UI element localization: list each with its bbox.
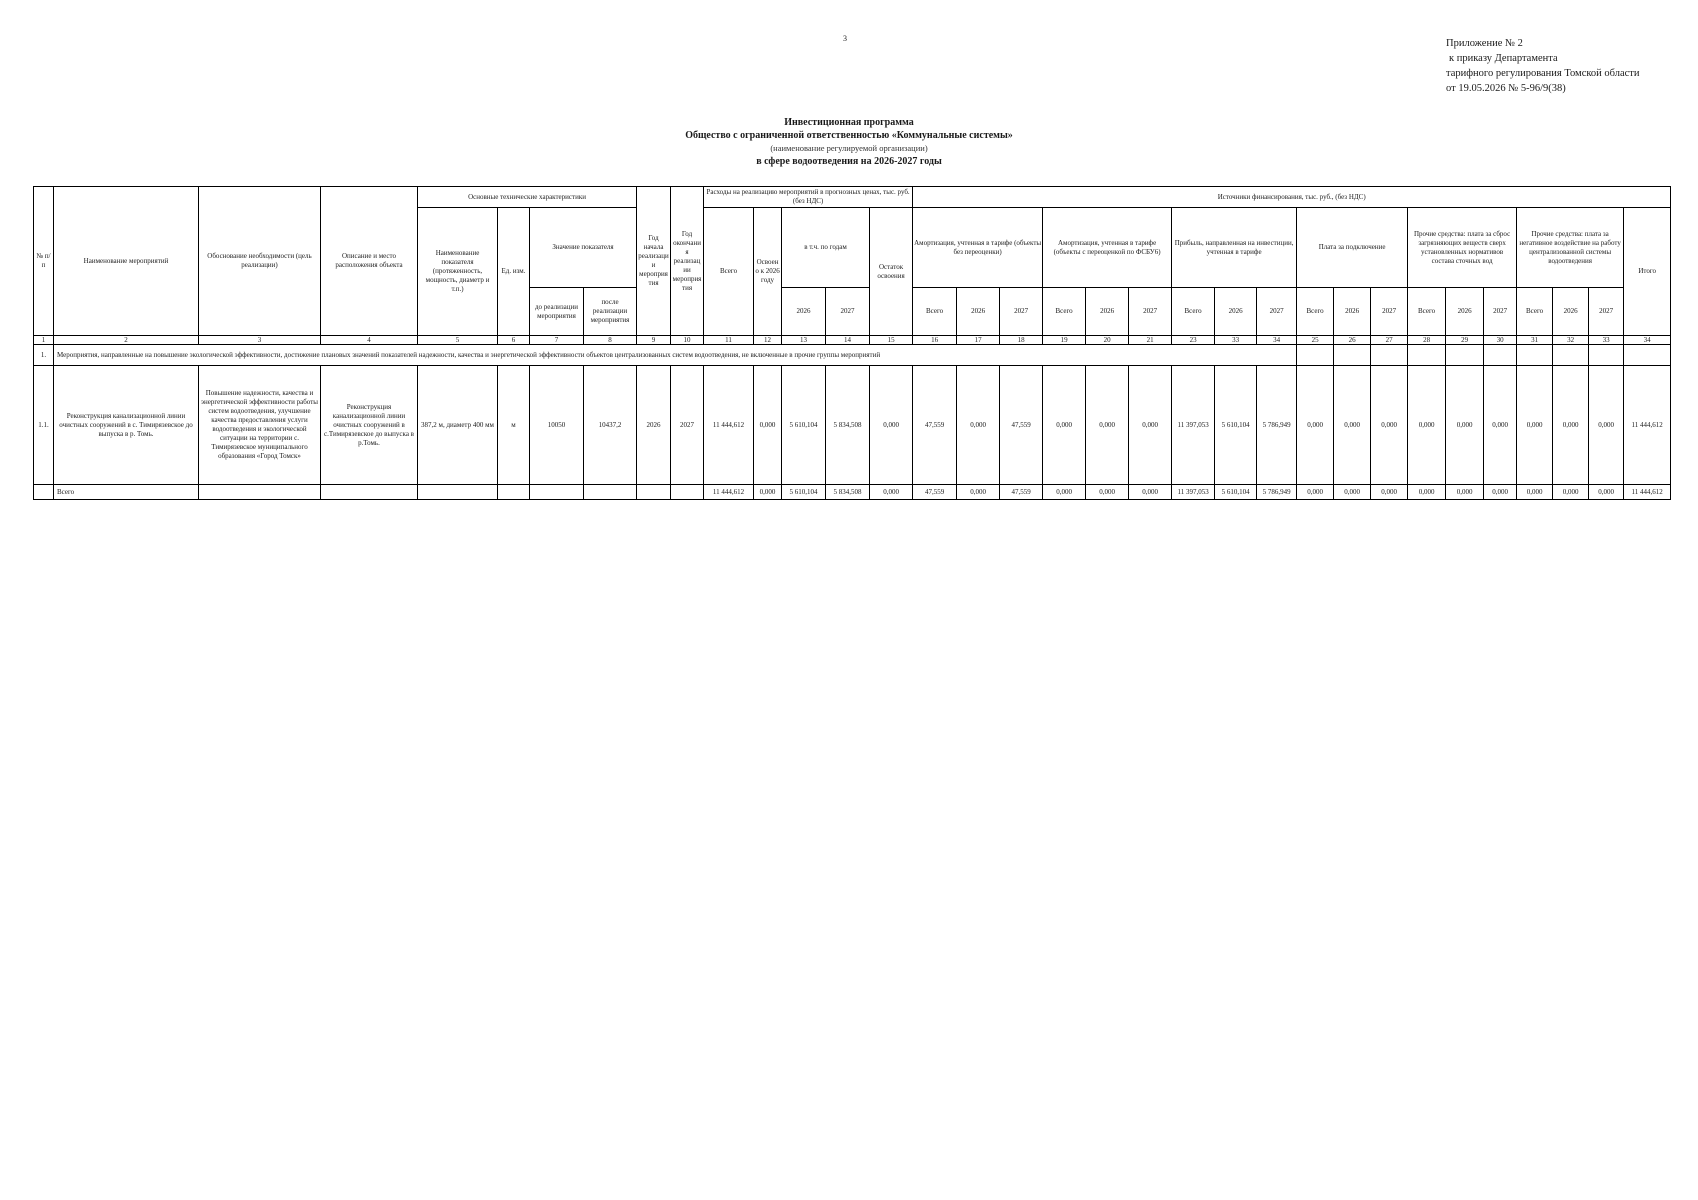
total-value: 0,000 xyxy=(1484,485,1517,500)
col-header-indicator-name: Наименование показателя (протяженность, мощность, диаметр и т.п.) xyxy=(418,208,498,336)
col-header-other1-total: Всего xyxy=(1408,288,1446,336)
section-number: 1. xyxy=(34,345,54,366)
column-number: 5 xyxy=(418,336,498,345)
col-header-amort2-2026: 2026 xyxy=(1086,288,1129,336)
row-value: 11 397,053 xyxy=(1172,366,1215,485)
col-header-amort2-2027: 2027 xyxy=(1129,288,1172,336)
col-header-fee-total: Всего xyxy=(1297,288,1334,336)
title-line-3: (наименование регулируемой организации) xyxy=(770,143,928,153)
empty-cell xyxy=(1446,345,1484,366)
row-unit: м xyxy=(498,366,530,485)
col-header-justification: Обоснование необходимости (цель реализации) xyxy=(199,187,321,336)
empty-cell xyxy=(530,485,584,500)
total-value: 0,000 xyxy=(1297,485,1334,500)
column-number: 9 xyxy=(637,336,671,345)
total-value: 0,000 xyxy=(1334,485,1371,500)
row-value: 0,000 xyxy=(1334,366,1371,485)
column-number: 16 xyxy=(913,336,957,345)
row-value: 0,000 xyxy=(957,366,1000,485)
total-value: 47,559 xyxy=(913,485,957,500)
column-number: 11 xyxy=(704,336,754,345)
column-number: 21 xyxy=(1129,336,1172,345)
appendix-line-4: от 19.05.2026 № 5-96/9(38) xyxy=(1446,83,1566,94)
total-value: 47,559 xyxy=(1000,485,1043,500)
column-number: 6 xyxy=(498,336,530,345)
col-header-fee-2026: 2026 xyxy=(1334,288,1371,336)
col-header-before: до реализации мероприятия xyxy=(530,288,584,336)
row-value: 0,000 xyxy=(1043,366,1086,485)
column-number: 8 xyxy=(584,336,637,345)
column-number: 28 xyxy=(1408,336,1446,345)
col-header-amort1-2026: 2026 xyxy=(957,288,1000,336)
row-value: 5 834,508 xyxy=(826,366,870,485)
row-value: 0,000 xyxy=(1408,366,1446,485)
col-header-amort1-total: Всего xyxy=(913,288,957,336)
total-value: 0,000 xyxy=(1446,485,1484,500)
column-number: 19 xyxy=(1043,336,1086,345)
col-header-2026: 2026 xyxy=(782,288,826,336)
col-header-other2-2027: 2027 xyxy=(1589,288,1624,336)
title-line-1: Инвестиционная программа xyxy=(784,117,914,128)
column-number: 2 xyxy=(54,336,199,345)
row-value: 5 610,104 xyxy=(782,366,826,485)
row-justification: Повышение надежности, качества и энергетической эффективности работы систем водоотведения, улучшение качества предоставления услуги водоотведения и экологической ситуации на территории с. Тимирязевское муниципального образования «Город Томск» xyxy=(199,366,321,485)
total-value: 11 444,612 xyxy=(704,485,754,500)
empty-cell xyxy=(1624,345,1671,366)
empty-cell xyxy=(1553,345,1589,366)
col-header-indicator-value: Значение показателя xyxy=(530,208,637,288)
row-value: 5 610,104 xyxy=(1215,366,1257,485)
table-row xyxy=(34,366,1671,485)
col-header-name: Наименование мероприятий xyxy=(54,187,199,336)
total-value: 0,000 xyxy=(754,485,782,500)
row-value: 0,000 xyxy=(1297,366,1334,485)
column-number: 15 xyxy=(870,336,913,345)
total-value: 0,000 xyxy=(1517,485,1553,500)
column-number: 10 xyxy=(671,336,704,345)
col-header-profit-2026: 2026 xyxy=(1215,288,1257,336)
column-number: 1 xyxy=(34,336,54,345)
empty-cell xyxy=(1589,345,1624,366)
total-row xyxy=(34,485,1671,500)
column-number: 7 xyxy=(530,336,584,345)
column-number: 34 xyxy=(1257,336,1297,345)
empty-cell xyxy=(637,485,671,500)
column-number: 17 xyxy=(957,336,1000,345)
empty-cell xyxy=(498,485,530,500)
total-value: 0,000 xyxy=(957,485,1000,500)
row-start-year: 2026 xyxy=(637,366,671,485)
column-number: 4 xyxy=(321,336,418,345)
row-after: 10437,2 xyxy=(584,366,637,485)
column-number: 20 xyxy=(1086,336,1129,345)
col-header-profit: Прибыль, направленная на инвестиции, учтенная в тарифе xyxy=(1172,208,1297,288)
col-header-after: после реализации мероприятия xyxy=(584,288,637,336)
col-header-amort2-total: Всего xyxy=(1043,288,1086,336)
total-value: 0,000 xyxy=(870,485,913,500)
total-value: 0,000 xyxy=(1043,485,1086,500)
col-header-description: Описание и место расположения объекта xyxy=(321,187,418,336)
col-header-num: № п/п xyxy=(34,187,54,336)
column-number: 18 xyxy=(1000,336,1043,345)
total-value: 11 444,612 xyxy=(1624,485,1671,500)
appendix-line-2: к приказу Департамента xyxy=(1449,53,1558,64)
row-value: 0,000 xyxy=(1553,366,1589,485)
row-value: 0,000 xyxy=(1086,366,1129,485)
column-number: 33 xyxy=(1215,336,1257,345)
row-value: 5 786,949 xyxy=(1257,366,1297,485)
empty-cell xyxy=(671,485,704,500)
empty-cell xyxy=(199,485,321,500)
total-label: Всего xyxy=(54,485,199,500)
column-number: 26 xyxy=(1334,336,1371,345)
title-line-2: Общество с ограниченной ответственностью «Коммунальные системы» xyxy=(685,130,1013,141)
row-value: 47,559 xyxy=(913,366,957,485)
row-name: Реконструкция канализационной линии очистных сооружений в с. Тимирязевское до выпуска в р. Томь. xyxy=(54,366,199,485)
col-header-profit-2027: 2027 xyxy=(1257,288,1297,336)
total-value: 0,000 xyxy=(1129,485,1172,500)
empty-cell xyxy=(584,485,637,500)
col-header-profit-total: Всего xyxy=(1172,288,1215,336)
empty-cell xyxy=(1517,345,1553,366)
row-value: 0,000 xyxy=(1517,366,1553,485)
col-header-end-year: Год окончания реализации мероприятия xyxy=(671,187,704,336)
col-header-balance: Остаток освоения xyxy=(870,208,913,336)
column-number: 33 xyxy=(1589,336,1624,345)
col-header-unit: Ед. изм. xyxy=(498,208,530,336)
empty-cell xyxy=(1297,345,1334,366)
document-title xyxy=(0,116,1698,168)
row-value: 0,000 xyxy=(1589,366,1624,485)
row-description: Реконструкция канализационной линии очистных сооружений в с.Тимирязевское до выпуска в р.Томь. xyxy=(321,366,418,485)
col-header-other2: Прочие средства: плата за негативное воздействие на работу централизованной системы водоотведения xyxy=(1517,208,1624,288)
col-header-other1: Прочие средства: плата за сброс загрязняющих веществ сверх установленных нормативов состава сточных вод xyxy=(1408,208,1517,288)
row-value: 0,000 xyxy=(1371,366,1408,485)
row-number: 1.1. xyxy=(34,366,54,485)
column-number: 14 xyxy=(826,336,870,345)
investment-table xyxy=(33,186,1671,500)
column-number: 29 xyxy=(1446,336,1484,345)
col-header-mastered: Освоено к 2026 году xyxy=(754,208,782,336)
col-header-start-year: Год начала реализации мероприятия xyxy=(637,187,671,336)
column-number: 23 xyxy=(1172,336,1215,345)
total-value: 11 397,053 xyxy=(1172,485,1215,500)
total-value: 5 610,104 xyxy=(782,485,826,500)
total-value: 5 786,949 xyxy=(1257,485,1297,500)
total-value: 5 834,508 xyxy=(826,485,870,500)
col-header-total: Всего xyxy=(704,208,754,336)
col-header-itogo: Итого xyxy=(1624,208,1671,336)
col-header-other1-2027: 2027 xyxy=(1484,288,1517,336)
appendix-line-1: Приложение № 2 xyxy=(1446,38,1523,49)
row-before: 10050 xyxy=(530,366,584,485)
row-value: 11 444,612 xyxy=(704,366,754,485)
column-number: 30 xyxy=(1484,336,1517,345)
row-value: 0,000 xyxy=(1446,366,1484,485)
col-header-other2-total: Всего xyxy=(1517,288,1553,336)
page-number: 3 xyxy=(843,34,847,43)
column-number: 34 xyxy=(1624,336,1671,345)
column-number: 12 xyxy=(754,336,782,345)
column-number: 13 xyxy=(782,336,826,345)
section-title: Мероприятия, направленные на повышение экологической эффективности, достижение плановых значений показателей надежности, качества и энергетической эффективности объектов централизованных систем водоотведения, не включенные в прочие группы мероприятий xyxy=(54,345,1297,366)
col-header-tech: Основные технические характеристики xyxy=(418,187,637,208)
row-end-year: 2027 xyxy=(671,366,704,485)
column-number: 31 xyxy=(1517,336,1553,345)
section-row xyxy=(34,345,1671,366)
col-header-fee-2027: 2027 xyxy=(1371,288,1408,336)
empty-cell xyxy=(1371,345,1408,366)
row-indicator-name: 387,2 м, диаметр 400 мм xyxy=(418,366,498,485)
row-value: 0,000 xyxy=(870,366,913,485)
column-number-row xyxy=(34,336,1671,345)
empty-cell xyxy=(34,485,54,500)
row-value: 0,000 xyxy=(1129,366,1172,485)
col-header-2027: 2027 xyxy=(826,288,870,336)
appendix-note xyxy=(1446,36,1640,96)
empty-cell xyxy=(1334,345,1371,366)
total-value: 0,000 xyxy=(1589,485,1624,500)
col-header-amort2: Амортизация, учтенная в тарифе (объекты с переоценкой по ФСБУ6) xyxy=(1043,208,1172,288)
col-header-amort1: Амортизация, учтенная в тарифе (объекты без переоценки) xyxy=(913,208,1043,288)
total-value: 0,000 xyxy=(1086,485,1129,500)
col-header-by-years: в т.ч. по годам xyxy=(782,208,870,288)
total-value: 0,000 xyxy=(1553,485,1589,500)
title-line-4: в сфере водоотведения на 2026-2027 годы xyxy=(756,156,942,167)
col-header-expenses: Расходы на реализацию мероприятий в прогнозных ценах, тыс. руб. (без НДС) xyxy=(704,187,913,208)
col-header-financing: Источники финансирования, тыс. руб., (без НДС) xyxy=(913,187,1671,208)
col-header-other2-2026: 2026 xyxy=(1553,288,1589,336)
empty-cell xyxy=(418,485,498,500)
column-number: 25 xyxy=(1297,336,1334,345)
total-value: 0,000 xyxy=(1371,485,1408,500)
empty-cell xyxy=(1484,345,1517,366)
column-number: 32 xyxy=(1553,336,1589,345)
empty-cell xyxy=(1408,345,1446,366)
col-header-amort1-2027: 2027 xyxy=(1000,288,1043,336)
column-number: 3 xyxy=(199,336,321,345)
row-value: 0,000 xyxy=(754,366,782,485)
total-value: 5 610,104 xyxy=(1215,485,1257,500)
column-number: 27 xyxy=(1371,336,1408,345)
row-value: 47,559 xyxy=(1000,366,1043,485)
row-value: 11 444,612 xyxy=(1624,366,1671,485)
row-value: 0,000 xyxy=(1484,366,1517,485)
col-header-connection-fee: Плата за подключение xyxy=(1297,208,1408,288)
appendix-line-3: тарифного регулирования Томской области xyxy=(1446,68,1640,79)
empty-cell xyxy=(321,485,418,500)
col-header-other1-2026: 2026 xyxy=(1446,288,1484,336)
total-value: 0,000 xyxy=(1408,485,1446,500)
